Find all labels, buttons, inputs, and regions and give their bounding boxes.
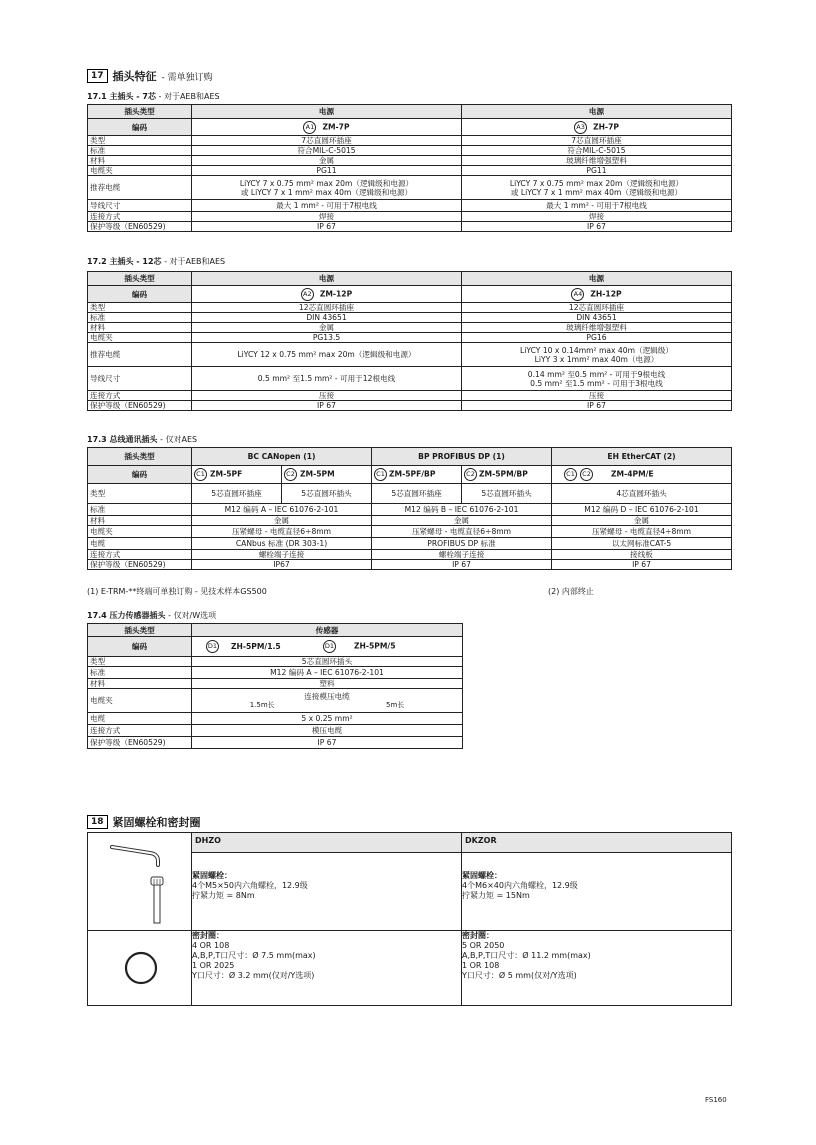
code-value: ZM-12P — [319, 289, 353, 298]
row-label: 类型 — [88, 303, 192, 313]
header-cell: DHZO — [192, 833, 462, 853]
table-row — [88, 624, 463, 637]
table-cell: 4芯直圆环插头 — [552, 484, 732, 504]
header-cell: 插头类型 — [88, 448, 192, 466]
row-label: 导线尺寸 — [88, 200, 192, 212]
code-value: ZH-5PM/5 — [354, 641, 396, 651]
length-a: 1.5m长 — [249, 700, 275, 709]
section-17-title — [87, 68, 213, 84]
table-cell: 压紧螺母 - 电缆直径4÷8mm — [552, 526, 732, 538]
row-label: 保护等级（EN60529) — [88, 222, 192, 232]
table-row — [88, 343, 732, 367]
table-row — [88, 222, 732, 232]
row-label: 标准 — [88, 146, 192, 156]
code-cell — [552, 466, 732, 484]
table-18 — [87, 832, 732, 1006]
code-cell — [192, 637, 463, 657]
table-cell: 0.5 mm² 至1.5 mm² - 可用于12根电线 — [192, 367, 462, 391]
subsection-suffix: - 仅对/W选项 — [165, 611, 217, 620]
table-row — [88, 303, 732, 313]
table-cell: 压接 — [192, 391, 462, 401]
code-badge: D1 — [206, 640, 219, 653]
subsection-suffix: - 对于AEB和AES — [161, 257, 226, 266]
subsection-title: 17.2 主插头 - 12芯 — [87, 257, 162, 266]
table-cell: 符合MIL-C-5015 — [192, 146, 462, 156]
table-row — [88, 286, 732, 303]
code-value: ZM-7P — [322, 122, 350, 131]
header-cell: EH EtherCAT (2) — [552, 448, 732, 466]
bolt-spec-cell — [462, 853, 732, 931]
wire-line: 0.5 mm² 至1.5 mm² - 可用于3根电线 — [530, 378, 663, 388]
table-row — [88, 737, 463, 749]
seal-spec-cell — [462, 931, 732, 1006]
table-row — [88, 679, 463, 689]
table-cell: PG16 — [462, 333, 732, 343]
spec-line: A,B,P,T口尺寸：Ø 7.5 mm(max) — [192, 951, 316, 960]
code-value: ZM-5PF — [210, 469, 243, 479]
table-row — [88, 156, 732, 166]
table-17-4 — [87, 623, 463, 749]
table-17-2 — [87, 271, 732, 411]
table-cell: 5芯直圆环插头 — [462, 484, 552, 504]
header-cell: 电源 — [462, 272, 732, 286]
table-cell: 焊接 — [462, 212, 732, 222]
code-badge: D1 — [323, 640, 336, 653]
row-label: 类型 — [88, 657, 192, 667]
code-badge: C2 — [464, 468, 477, 481]
header-cell: BC CANopen (1) — [192, 448, 372, 466]
row-label: 电缆夹 — [88, 526, 192, 538]
code-value: ZM-5PM/BP — [479, 469, 528, 479]
table-cell: IP 67 — [462, 401, 732, 411]
row-label: 电缆夹 — [88, 333, 192, 343]
header-cell: 插头类型 — [88, 105, 192, 119]
header-cell: 编码 — [88, 119, 192, 136]
code-cell — [462, 286, 732, 303]
code-cell — [192, 286, 462, 303]
table-cell: 以太网标准CAT-5 — [552, 538, 732, 550]
table-cell: 压接 — [462, 391, 732, 401]
code-value: ZM-4PM/E — [611, 469, 654, 479]
table-row — [88, 504, 732, 516]
table-cell: PG11 — [462, 166, 732, 176]
table-row — [88, 391, 732, 401]
table-row — [88, 689, 463, 713]
row-label: 保护等级（EN60529) — [88, 401, 192, 411]
table-cell: PROFIBUS DP 标准 — [372, 538, 552, 550]
table-row — [88, 401, 732, 411]
table-cell: 金属 — [552, 516, 732, 526]
table-cell — [462, 367, 732, 391]
code-value: ZM-5PF/BP — [389, 469, 436, 479]
spec-title: 紧固螺栓： — [192, 871, 232, 880]
row-label: 连接方式 — [88, 725, 192, 737]
o-ring-icon — [88, 931, 192, 1005]
table-row — [88, 550, 732, 560]
spec-title: 密封圈： — [462, 931, 494, 940]
table-cell: 玻璃纤维增强塑料 — [462, 156, 732, 166]
row-label: 电缆 — [88, 538, 192, 550]
table-cell: 塑料 — [192, 679, 463, 689]
subsection-title: 17.3 总线通讯插头 — [87, 435, 158, 444]
header-cell: 电源 — [462, 105, 732, 119]
row-label: 标准 — [88, 667, 192, 679]
table-cell: 最大 1 mm² - 可用于7根电线 — [462, 200, 732, 212]
clamp-lengths — [194, 701, 460, 710]
code-badge: C1 — [374, 468, 387, 481]
subsection-suffix: - 仅对AES — [157, 435, 198, 444]
row-label: 连接方式 — [88, 550, 192, 560]
spec-line: 4个M5×50内六角螺栓，12.9级 — [192, 881, 308, 890]
row-label: 连接方式 — [88, 212, 192, 222]
table-row — [88, 713, 463, 725]
spec-line: 1 OR 108 — [462, 961, 500, 970]
spec-line: 4 OR 108 — [192, 941, 230, 950]
row-label: 导线尺寸 — [88, 367, 192, 391]
code-badge: A4 — [571, 288, 584, 301]
row-label: 材料 — [88, 323, 192, 333]
table-row — [88, 333, 732, 343]
header-cell: 电源 — [192, 272, 462, 286]
table-cell: IP 67 — [462, 222, 732, 232]
code-badge: A2 — [301, 288, 314, 301]
code-badge: C2 — [580, 468, 593, 481]
table-cell: 螺栓端子连接 — [192, 550, 372, 560]
table-row — [88, 526, 732, 538]
code-value: ZH-5PM/1.5 — [231, 641, 281, 651]
spec-line: 拧紧力矩 = 15Nm — [462, 891, 530, 900]
subsection-17-2-title — [87, 256, 225, 267]
code-badge: C1 — [564, 468, 577, 481]
row-label: 连接方式 — [88, 391, 192, 401]
table-cell: IP 67 — [192, 222, 462, 232]
subsection-17-3-title — [87, 434, 197, 445]
table-cell: CANbus 标准 (DR 303-1) — [192, 538, 372, 550]
code-value: ZH-12P — [590, 289, 622, 298]
table-17-1 — [87, 104, 732, 232]
table-17-3 — [87, 447, 732, 570]
table-cell: 玻璃纤维增强塑料 — [462, 323, 732, 333]
spec-title: 紧固螺栓： — [462, 871, 502, 880]
length-b: 5m长 — [386, 700, 405, 709]
spec-line: 4个M6×40内六角螺栓，12.9级 — [462, 881, 578, 890]
table-row — [88, 560, 732, 570]
cable-line: LiYY 3 x 1mm² max 40m（电源） — [534, 354, 659, 364]
table-cell: IP 67 — [192, 401, 462, 411]
table-row — [88, 484, 732, 504]
table-row — [88, 657, 463, 667]
table-row — [88, 272, 732, 286]
cable-line: LiYCY 7 x 0.75 mm² max 20m（逻辑级和电源） — [509, 178, 684, 188]
table-cell: 金属 — [372, 516, 552, 526]
table-cell: IP67 — [192, 560, 372, 570]
clamp-line: 连接模压电缆 — [304, 691, 350, 701]
seal-spec-cell — [192, 931, 462, 1006]
row-label: 标准 — [88, 504, 192, 516]
table-cell: IP 67 — [372, 560, 552, 570]
section-number: 18 — [87, 815, 108, 829]
table-cell: 12芯直圆环插座 — [462, 303, 732, 313]
header-cell: 编码 — [88, 466, 192, 484]
table-cell: 7芯直圆环插座 — [462, 136, 732, 146]
section-title: 紧固螺栓和密封圈 — [112, 816, 201, 829]
table-cell: 压紧螺母 - 电缆直径6÷8mm — [372, 526, 552, 538]
header-cell: 插头类型 — [88, 272, 192, 286]
code-badge: A3 — [574, 121, 587, 134]
header-cell: 传感器 — [192, 624, 463, 637]
table-cell: M12 编码 A – IEC 61076-2-101 — [192, 504, 372, 516]
section-number: 17 — [87, 69, 108, 83]
wire-line: 0.14 mm² 至0.5 mm² - 可用于9根电线 — [527, 369, 666, 379]
header-cell: BP PROFIBUS DP (1) — [372, 448, 552, 466]
cable-line: 或 LiYCY 7 x 1 mm² max 40m（逻辑级和电源） — [510, 187, 683, 197]
code-badge: C2 — [284, 468, 297, 481]
subsection-suffix: - 对于AEB和AES — [155, 92, 220, 101]
code-value: ZM-5PM — [300, 469, 335, 479]
table-row — [88, 516, 732, 526]
table-cell: IP 67 — [192, 737, 463, 749]
section-title: 插头特征 — [112, 70, 157, 83]
table-row — [88, 725, 463, 737]
spec-line: Y口尺寸：Ø 5 mm(仅对/Y选项) — [462, 971, 577, 980]
table-cell: 5芯直圆环插座 — [192, 484, 282, 504]
header-cell: DKZOR — [462, 833, 732, 853]
spec-line: 拧紧力矩 = 8Nm — [192, 891, 255, 900]
header-cell: 电源 — [192, 105, 462, 119]
header-cell: 编码 — [88, 637, 192, 657]
table-row — [88, 367, 732, 391]
row-label: 材料 — [88, 679, 192, 689]
allen-key-bolt-icon — [88, 835, 192, 929]
table-row — [88, 119, 732, 136]
bolt-spec-cell — [192, 853, 462, 931]
table-row — [88, 176, 732, 200]
spec-line: 5 OR 2050 — [462, 941, 505, 950]
table-row — [88, 136, 732, 146]
table-cell: PG13.5 — [192, 333, 462, 343]
row-label: 标准 — [88, 313, 192, 323]
spec-line: Y口尺寸：Ø 3.2 mm(仅对/Y选项) — [192, 971, 315, 980]
table-cell: 最大 1 mm² - 可用于7根电线 — [192, 200, 462, 212]
row-label: 材料 — [88, 156, 192, 166]
seal-image-cell — [88, 931, 192, 1006]
code-badge: A1 — [303, 121, 316, 134]
table-row — [88, 166, 732, 176]
table-cell — [192, 689, 463, 713]
bolt-image-cell — [88, 833, 192, 931]
spec-line: 1 OR 2025 — [192, 961, 235, 970]
row-label: 类型 — [88, 484, 192, 504]
row-label: 电缆夹 — [88, 166, 192, 176]
table-row — [88, 448, 732, 466]
table-cell: 金属 — [192, 156, 462, 166]
code-cell — [462, 466, 552, 484]
footnote-1: (1) E-TRM-**终端可单独订购 - 见技术样本GS500 — [87, 587, 267, 596]
code-cell — [282, 466, 372, 484]
footnote-2: (2) 内部终止 — [548, 587, 594, 596]
table-cell: M12 编码 B – IEC 61076-2-101 — [372, 504, 552, 516]
table-cell: 5芯直圆环插头 — [192, 657, 463, 667]
table-cell — [462, 343, 732, 367]
table-row — [88, 105, 732, 119]
code-cell — [192, 119, 462, 136]
page-number: FS160 — [705, 1096, 727, 1104]
table-cell: LiYCY 12 x 0.75 mm² max 20m（逻辑级和电源） — [192, 343, 462, 367]
table-cell: M12 编码 D – IEC 61076-2-101 — [552, 504, 732, 516]
table-row — [88, 146, 732, 156]
table-cell: IP 67 — [552, 560, 732, 570]
subsection-title: 17.1 主插头 - 7芯 — [87, 92, 156, 101]
table-cell: 5芯直圆环插座 — [372, 484, 462, 504]
cable-line: LiYCY 10 x 0.14mm² max 40m（逻辑级） — [520, 345, 673, 355]
subsection-title: 17.4 压力传感器插头 — [87, 611, 166, 620]
section-subtitle: - 需单独订购 — [161, 72, 213, 83]
table-cell: 金属 — [192, 516, 372, 526]
row-label: 保护等级（EN60529) — [88, 737, 192, 749]
code-value: ZH-7P — [593, 122, 619, 131]
table-cell: M12 编码 A – IEC 61076-2-101 — [192, 667, 463, 679]
code-cell — [372, 466, 462, 484]
cable-line: 或 LiYCY 7 x 1 mm² max 40m（逻辑级和电源） — [240, 187, 413, 197]
table-row — [88, 538, 732, 550]
table-cell: 12芯直圆环插座 — [192, 303, 462, 313]
table-cell — [192, 176, 462, 200]
header-cell: 编码 — [88, 286, 192, 303]
table-cell: 压紧螺母 - 电缆直径6÷8mm — [192, 526, 372, 538]
row-label: 材料 — [88, 516, 192, 526]
row-label: 推荐电缆 — [88, 176, 192, 200]
table-cell: DIN 43651 — [462, 313, 732, 323]
code-cell — [192, 466, 282, 484]
table-cell: PG11 — [192, 166, 462, 176]
row-label: 推荐电缆 — [88, 343, 192, 367]
table-row — [88, 466, 732, 484]
table-cell: DIN 43651 — [192, 313, 462, 323]
table-row — [88, 200, 732, 212]
table-cell: 模压电缆 — [192, 725, 463, 737]
row-label: 电缆夹 — [88, 689, 192, 713]
table-cell: 金属 — [192, 323, 462, 333]
subsection-17-1-title — [87, 91, 220, 102]
table-row — [88, 931, 732, 1006]
table-cell: 7芯直圆环插座 — [192, 136, 462, 146]
table-cell: 接线板 — [552, 550, 732, 560]
table-row — [88, 323, 732, 333]
subsection-17-4-title — [87, 610, 216, 621]
table-cell: 5 x 0.25 mm² — [192, 713, 463, 725]
row-label: 保护等级（EN60529) — [88, 560, 192, 570]
code-cell — [462, 119, 732, 136]
table-row — [88, 667, 463, 679]
cable-line: LiYCY 7 x 0.75 mm² max 20m（逻辑级和电源） — [239, 178, 414, 188]
spec-line: A,B,P,T口尺寸：Ø 11.2 mm(max) — [462, 951, 591, 960]
row-label: 电缆 — [88, 713, 192, 725]
header-cell: 插头类型 — [88, 624, 192, 637]
table-row — [88, 212, 732, 222]
section-18-title — [87, 814, 201, 830]
table-cell: 5芯直圆环插头 — [282, 484, 372, 504]
table-cell — [462, 176, 732, 200]
row-label: 类型 — [88, 136, 192, 146]
table-row — [88, 637, 463, 657]
table-row — [88, 313, 732, 323]
table-cell: 焊接 — [192, 212, 462, 222]
spec-title: 密封圈： — [192, 931, 224, 940]
code-badge: C1 — [194, 468, 207, 481]
table-cell: 符合MIL-C-5015 — [462, 146, 732, 156]
table-cell: 螺栓端子连接 — [372, 550, 552, 560]
table-row — [88, 833, 732, 853]
